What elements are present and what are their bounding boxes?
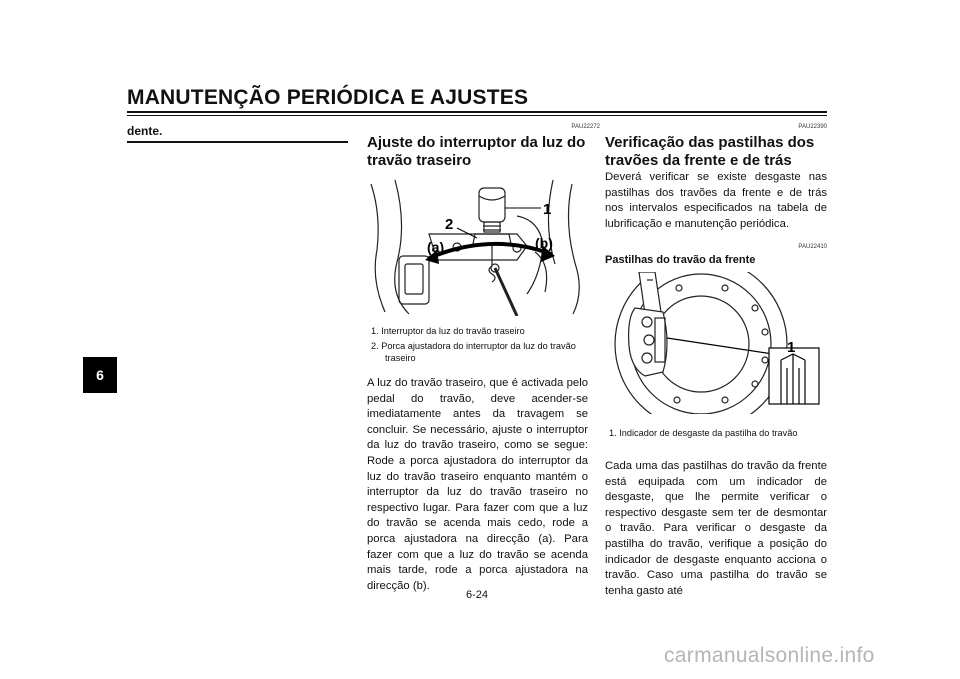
brake-switch-illustration: [367, 174, 588, 316]
section-title-line1: Verificação das pastilhas dos: [605, 134, 815, 151]
subsection-title: Pastilhas do travão da frente: [605, 254, 756, 266]
section-body: A luz do travão traseiro, que é activada pelo pedal do travão, deve acender-se imediatamente antes da travagem se concluir. Se necessário, ajuste o interruptor da luz do travão traseiro, como se segue: Rode a porca ajustadora do interruptor da luz do travão traseiro enquanto mantém o interruptor da luz do travão traseiro no respectivo lugar. Para fazer com que a luz do travão se acenda mais cedo, rode a porca ajustadora na direcção (a). Para fazer com que a luz do travão se acenda mais tarde, rode a porca ajustadora na direcção (b).: [367, 377, 588, 592]
brake-pad-illustration: [605, 272, 827, 414]
chapter-tab[interactable]: [83, 357, 117, 393]
header-rule-thin: [127, 115, 827, 116]
section-body: Deverá verificar se existe desgaste nas pastilhas dos travões da frente e de trás nos intervalos especificados na tabela de lubrificação e manutenção periódica.: [605, 171, 827, 230]
figure-label-a: (a): [427, 239, 445, 255]
section-code: PAU22410: [798, 244, 827, 250]
figure-label-b: (b): [535, 235, 553, 251]
chapter-tab-label: 6: [96, 367, 104, 383]
brake-switch-figure: [367, 174, 588, 316]
figure-label-1: 1: [787, 339, 796, 356]
header-rule: [127, 111, 827, 113]
page-number: 6-24: [466, 589, 489, 601]
section-code: PAU22272: [571, 124, 600, 130]
section-title-line2: travões da frente e de trás: [605, 152, 792, 169]
section-code: PAU22390: [798, 124, 827, 130]
section-title-line1: Ajuste do interruptor da luz do: [367, 134, 586, 151]
caption-item-1: 1. Indicador de desgaste da pastilha do travão: [609, 428, 798, 438]
section-title-line2: travão traseiro: [367, 152, 472, 169]
section-title: [605, 134, 845, 170]
page-header-title: MANUTENÇÃO PERIÓDICA E AJUSTES: [127, 86, 529, 109]
figure-label-1: 1: [543, 201, 552, 218]
caption-item-1: 1. Interruptor da luz do travão traseiro: [371, 326, 525, 336]
figure-caption: [371, 325, 591, 364]
watermark: carmanualsonline.info: [664, 644, 875, 667]
brake-pad-figure: [605, 272, 827, 414]
figure-caption: [609, 427, 824, 439]
section-title: [367, 134, 607, 170]
column1-text: dente.: [127, 124, 163, 138]
caption-item-2: 2. Porca ajustadora do interruptor da luz do travão traseiro: [371, 341, 576, 363]
section-body: Cada uma das pastilhas do travão da frente está equipada com um indicador de desgaste, que lhe permite verificar o respectivo desgaste sem ter de desmontar o travão. Para verificar o desgaste da pastilha do travão, verifique a posição do indicador de desgaste enquanto acciona o travão. Caso uma pastilha do travão se tenha gasto até: [605, 460, 827, 597]
column1-rule: [127, 141, 348, 143]
figure-label-2: 2: [445, 216, 454, 233]
